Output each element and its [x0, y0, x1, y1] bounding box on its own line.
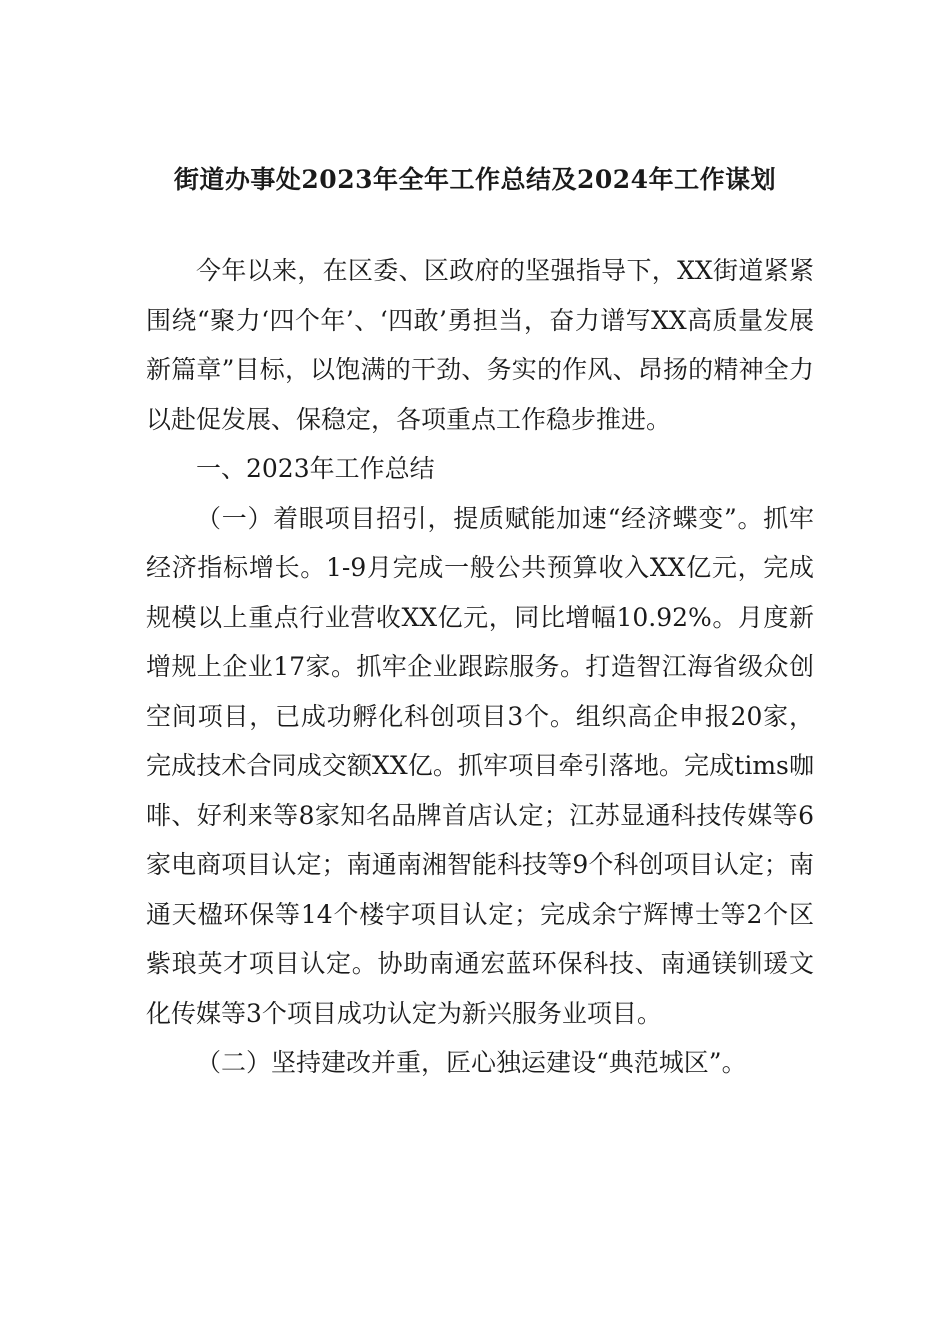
economy-paragraph: （一）着眼项目招引，提质赋能加速“经济蝶变”。抓牢经济指标增长。1-9月完成一般公共预算收入XX亿元，完成规模以上重点行业营收XX亿元，同比增幅10.92%。月度新增规上企业17家。抓牢企业跟踪服务。打造智江海省级众创空间项目，已成功孵化科创项目3个。组织高企申报20家，完成技术合同成交额XX亿。抓牢项目牵引落地。完成tims咖啡、好利来等8家知名品牌首店认定；江苏显通科技传媒等6家电商项目认定；南通南湘智能科技等9个科创项目认定；南通天楹环保等14个楼宇项目认定；完成余宁辉博士等2个区紫琅英才项目认定。协助南通宏蓝环保科技、南通镁钏瑗文化传媒等3个项目成功认定为新兴服务业项目。 — [146, 503, 814, 1028]
document-body — [146, 246, 814, 1088]
intro-paragraph: 今年以来，在区委、区政府的坚强指导下，XX街道紧紧围绕“聚力‘四个年’、‘四敢’勇担当，奋力谱写XX高质量发展新篇章”目标，以饱满的干劲、务实的作风、昂扬的精神全力以赴促发展、保稳定，各项重点工作稳步推进。 — [146, 256, 814, 434]
section-heading: 一、2023年工作总结 — [196, 454, 435, 483]
construction-paragraph: （二）坚持建改并重，匠心独运建设“典范城区”。 — [196, 1048, 747, 1077]
document-title: 街道办事处2023年全年工作总结及2024年工作谋划 — [173, 165, 777, 194]
